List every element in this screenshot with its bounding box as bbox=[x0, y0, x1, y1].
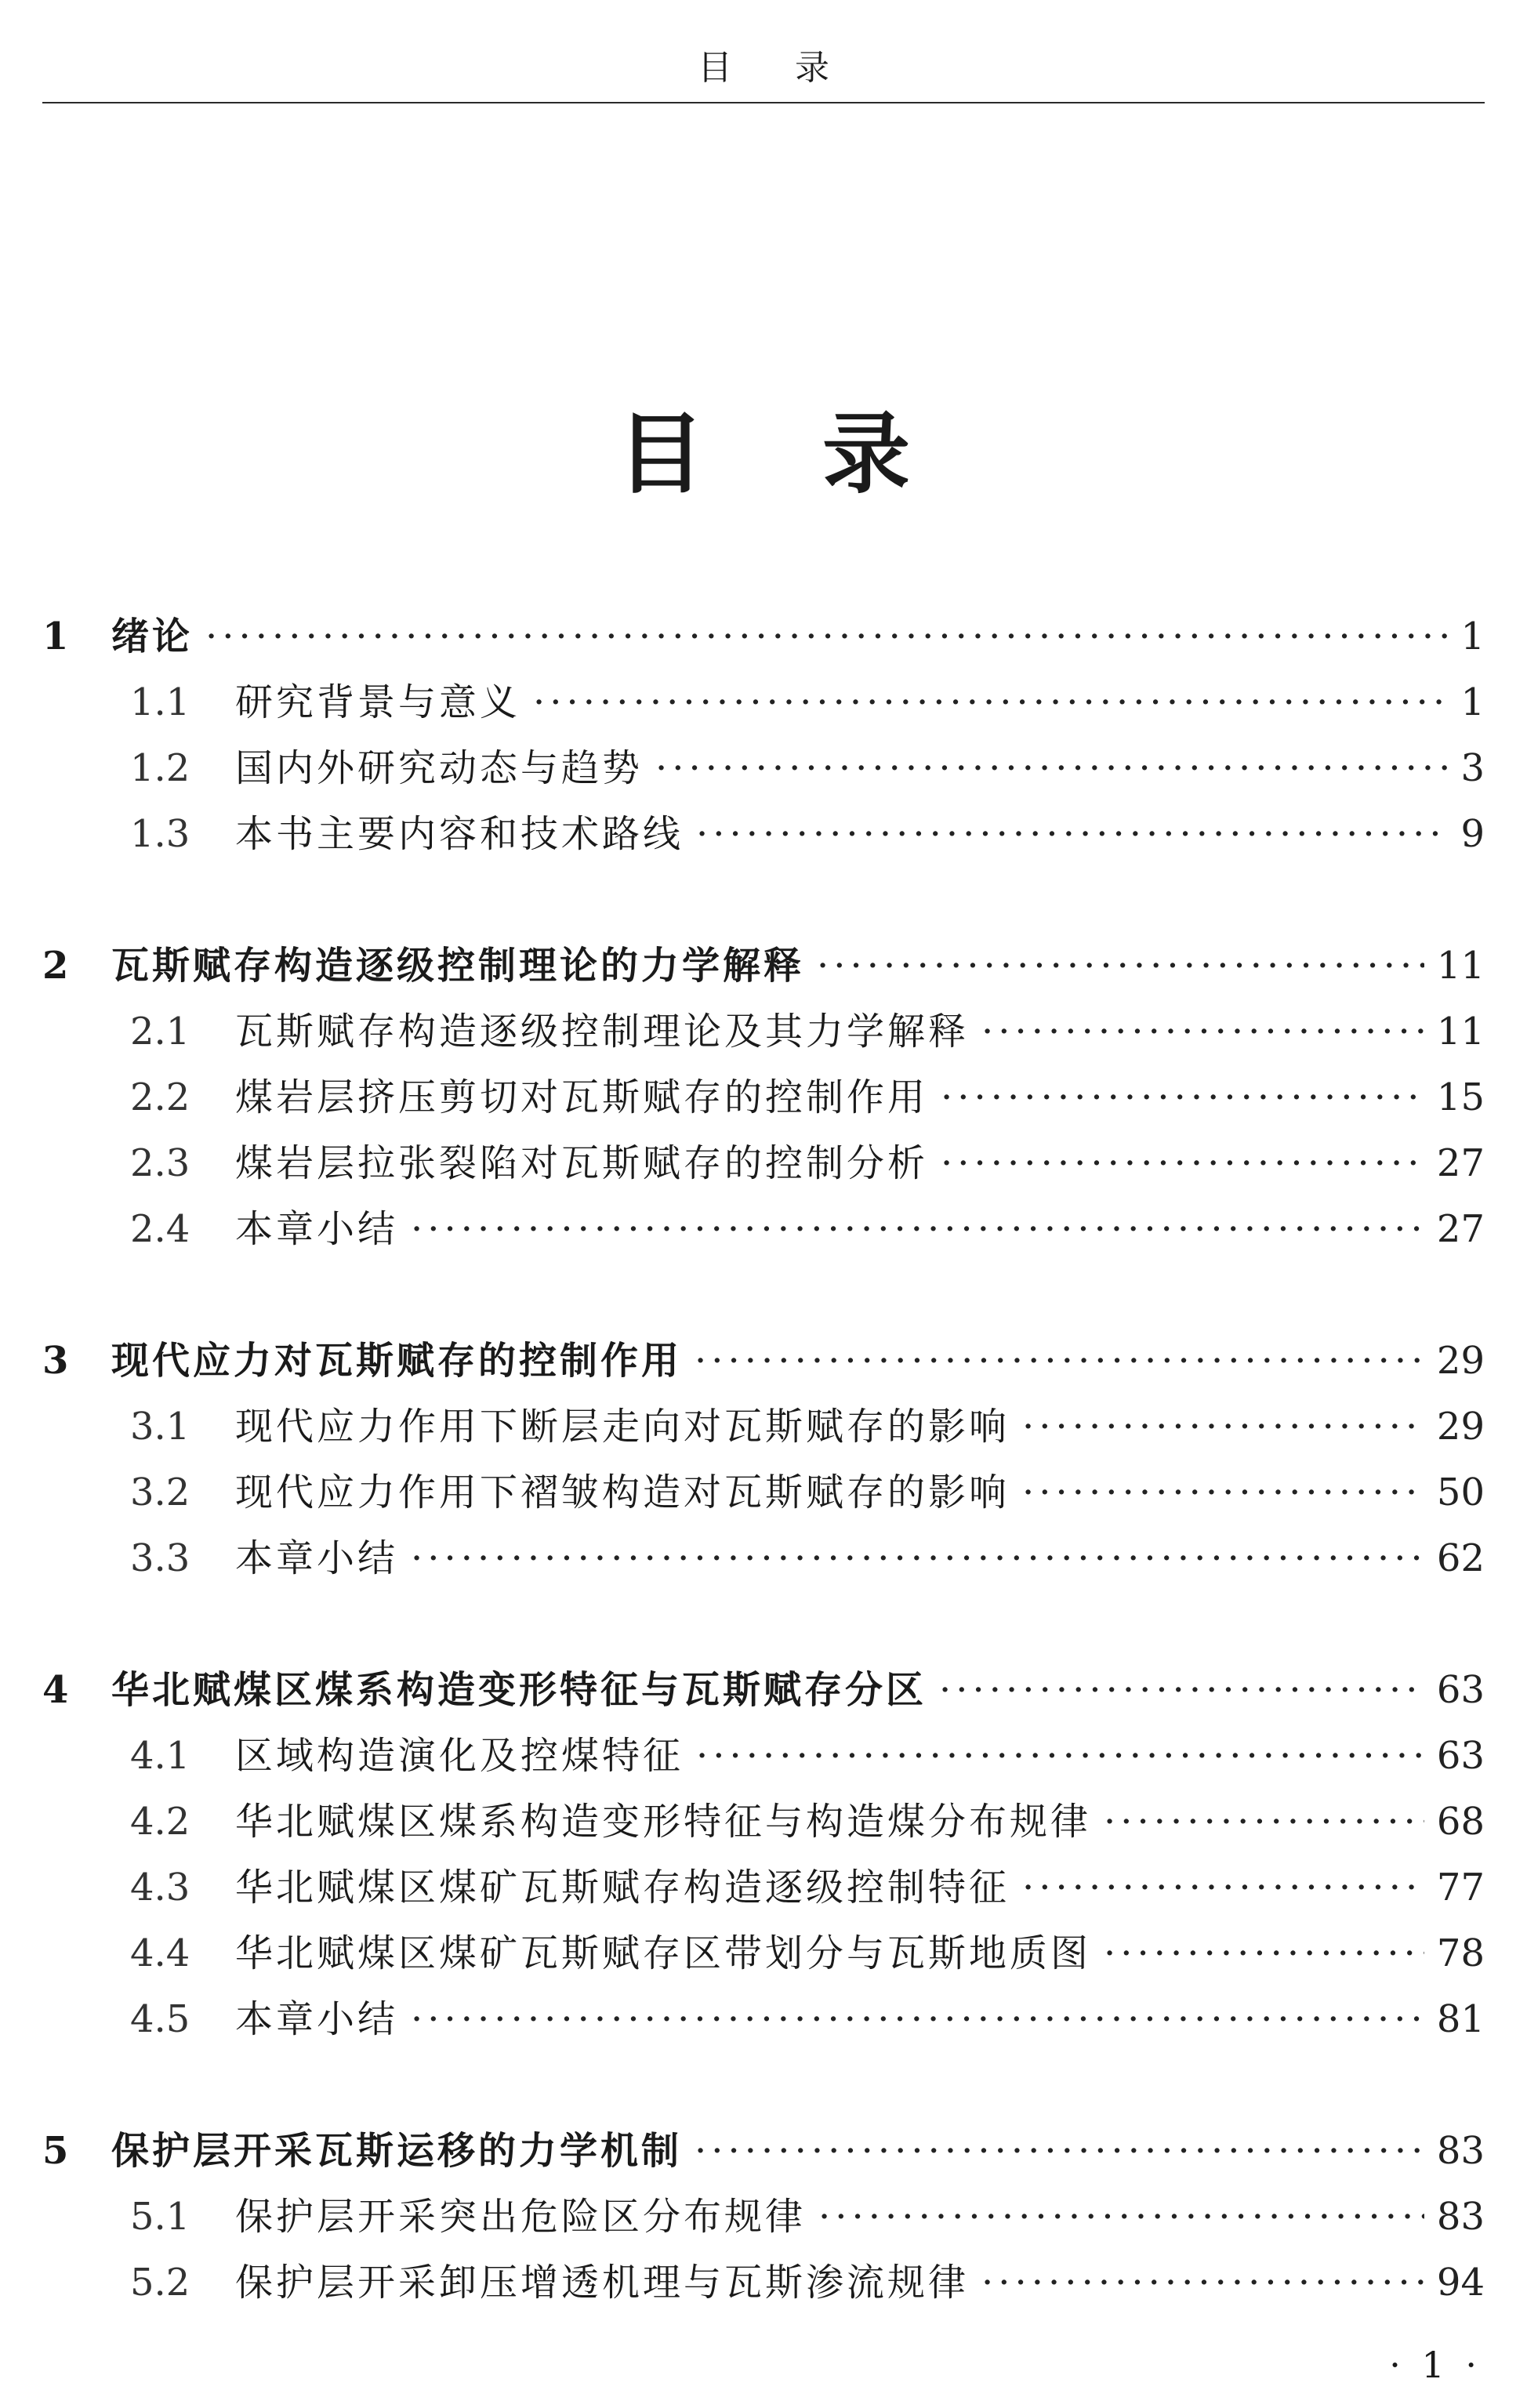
toc-page-number: 29 bbox=[1436, 1339, 1485, 1383]
chapter-spacer bbox=[42, 867, 1485, 933]
toc-section-number: 2.3 bbox=[130, 1141, 190, 1185]
toc-chapter-title: 绪论 bbox=[111, 615, 194, 658]
toc-section-number: 1.1 bbox=[130, 680, 190, 724]
dot-leader bbox=[1022, 1855, 1424, 1920]
toc-section-number: 4.1 bbox=[130, 1734, 190, 1778]
toc-section-title: 本书主要内容和技术路线 bbox=[235, 812, 684, 856]
toc-section-number: 3.1 bbox=[130, 1405, 190, 1449]
toc-section-5-2[interactable] bbox=[42, 2250, 1485, 2316]
dot-leader bbox=[939, 1657, 1424, 1723]
toc-page-number: 29 bbox=[1436, 1405, 1485, 1449]
page-folio: · 1 · bbox=[1389, 2344, 1482, 2386]
dot-leader bbox=[817, 933, 1424, 999]
toc-section-title: 华北赋煤区煤矿瓦斯赋存构造逐级控制特征 bbox=[235, 1866, 1010, 1909]
toc-section-title: 研究背景与意义 bbox=[235, 680, 521, 724]
toc-page-number: 11 bbox=[1436, 1010, 1485, 1054]
toc-section-number: 4.5 bbox=[130, 1997, 190, 2041]
dot-leader bbox=[695, 2118, 1424, 2184]
toc-section-number: 2.2 bbox=[130, 1075, 190, 1119]
toc-page-number: 81 bbox=[1436, 1997, 1485, 2041]
toc-section-number: 1.2 bbox=[130, 746, 190, 790]
dot-leader bbox=[1104, 1920, 1424, 1986]
toc-section-4-2[interactable] bbox=[42, 1789, 1485, 1855]
toc-section-title: 保护层开采卸压增透机理与瓦斯渗流规律 bbox=[235, 2261, 970, 2305]
toc-section-number: 4.3 bbox=[130, 1866, 190, 1909]
toc-section-number: 2.4 bbox=[130, 1207, 190, 1251]
toc-section-number: 1.3 bbox=[130, 812, 190, 856]
running-header-title: 目录 bbox=[698, 48, 892, 88]
toc-section-title: 煤岩层挤压剪切对瓦斯赋存的控制作用 bbox=[235, 1075, 929, 1119]
page-title: 目录 bbox=[617, 403, 1028, 506]
toc-chapter-3[interactable] bbox=[42, 1328, 1485, 1394]
toc-section-number: 3.3 bbox=[130, 1536, 190, 1580]
toc-section-2-3[interactable] bbox=[42, 1130, 1485, 1196]
toc-chapter-number: 2 bbox=[42, 944, 69, 988]
toc-page-number: 27 bbox=[1436, 1207, 1485, 1251]
dot-leader bbox=[981, 2250, 1424, 2316]
toc-section-2-4[interactable] bbox=[42, 1196, 1485, 1262]
dot-leader bbox=[1022, 1460, 1424, 1525]
toc-section-title: 华北赋煤区煤系构造变形特征与构造煤分布规律 bbox=[235, 1800, 1092, 1844]
toc-section-title: 本章小结 bbox=[235, 1536, 399, 1580]
dot-leader bbox=[981, 999, 1424, 1064]
chapter-spacer bbox=[42, 1591, 1485, 1657]
dot-leader bbox=[696, 1723, 1424, 1789]
dot-leader bbox=[696, 801, 1448, 867]
toc-section-title: 煤岩层拉张裂陷对瓦斯赋存的控制分析 bbox=[235, 1141, 929, 1185]
table-of-contents bbox=[42, 604, 1485, 2316]
toc-section-2-2[interactable] bbox=[42, 1064, 1485, 1130]
toc-chapter-5[interactable] bbox=[42, 2118, 1485, 2184]
toc-chapter-title: 现代应力对瓦斯赋存的控制作用 bbox=[111, 1339, 683, 1383]
dot-leader bbox=[411, 1986, 1424, 2052]
toc-section-title: 区域构造演化及控煤特征 bbox=[235, 1734, 684, 1778]
toc-page-number: 94 bbox=[1436, 2261, 1485, 2305]
toc-page-number: 68 bbox=[1436, 1800, 1485, 1844]
toc-page-number: 1 bbox=[1460, 680, 1485, 724]
toc-section-number: 5.2 bbox=[130, 2261, 190, 2305]
toc-page-number: 27 bbox=[1436, 1141, 1485, 1185]
toc-section-1-3[interactable] bbox=[42, 801, 1485, 867]
toc-section-3-2[interactable] bbox=[42, 1460, 1485, 1525]
toc-section-3-3[interactable] bbox=[42, 1525, 1485, 1591]
toc-chapter-number: 5 bbox=[42, 2129, 69, 2173]
toc-chapter-number: 3 bbox=[42, 1339, 69, 1383]
dot-leader bbox=[411, 1196, 1424, 1262]
toc-section-title: 瓦斯赋存构造逐级控制理论及其力学解释 bbox=[235, 1010, 970, 1054]
dot-leader bbox=[941, 1064, 1424, 1130]
dot-leader bbox=[655, 735, 1448, 801]
toc-page-number: 50 bbox=[1436, 1471, 1485, 1514]
toc-page-number: 9 bbox=[1460, 812, 1485, 856]
toc-section-4-4[interactable] bbox=[42, 1920, 1485, 1986]
toc-chapter-1[interactable] bbox=[42, 604, 1485, 669]
toc-section-5-1[interactable] bbox=[42, 2184, 1485, 2250]
toc-page-number: 15 bbox=[1436, 1075, 1485, 1119]
toc-section-title: 现代应力作用下褶皱构造对瓦斯赋存的影响 bbox=[235, 1471, 1010, 1514]
toc-section-title: 本章小结 bbox=[235, 1207, 399, 1251]
toc-section-title: 现代应力作用下断层走向对瓦斯赋存的影响 bbox=[235, 1405, 1010, 1449]
toc-page-number: 83 bbox=[1436, 2195, 1485, 2239]
toc-page-number: 62 bbox=[1436, 1536, 1485, 1580]
toc-section-2-1[interactable] bbox=[42, 999, 1485, 1064]
dot-leader bbox=[1022, 1394, 1424, 1460]
toc-chapter-4[interactable] bbox=[42, 1657, 1485, 1723]
toc-chapter-title: 瓦斯赋存构造逐级控制理论的力学解释 bbox=[111, 944, 805, 988]
toc-section-title: 保护层开采突出危险区分布规律 bbox=[235, 2195, 807, 2239]
dot-leader bbox=[1104, 1789, 1424, 1855]
dot-leader bbox=[205, 604, 1448, 669]
toc-section-4-1[interactable] bbox=[42, 1723, 1485, 1789]
toc-section-number: 4.4 bbox=[130, 1931, 190, 1975]
dot-leader bbox=[533, 669, 1448, 735]
chapter-spacer bbox=[42, 1262, 1485, 1328]
toc-section-1-1[interactable] bbox=[42, 669, 1485, 735]
toc-page-number: 63 bbox=[1436, 1734, 1485, 1778]
toc-chapter-title: 华北赋煤区煤系构造变形特征与瓦斯赋存分区 bbox=[111, 1668, 927, 1712]
dot-leader bbox=[941, 1130, 1424, 1196]
dot-leader bbox=[695, 1328, 1424, 1394]
toc-section-4-3[interactable] bbox=[42, 1855, 1485, 1920]
toc-page-number: 63 bbox=[1436, 1668, 1485, 1712]
toc-section-number: 3.2 bbox=[130, 1471, 190, 1514]
chapter-spacer bbox=[42, 2052, 1485, 2118]
toc-page-number: 77 bbox=[1436, 1866, 1485, 1909]
toc-page-number: 11 bbox=[1436, 944, 1485, 988]
toc-page-number: 83 bbox=[1436, 2129, 1485, 2173]
toc-section-1-2[interactable] bbox=[42, 735, 1485, 801]
dot-leader bbox=[818, 2184, 1424, 2250]
toc-section-4-5[interactable] bbox=[42, 1986, 1485, 2052]
toc-chapter-number: 1 bbox=[42, 615, 69, 658]
toc-section-title: 华北赋煤区煤矿瓦斯赋存区带划分与瓦斯地质图 bbox=[235, 1931, 1092, 1975]
toc-section-title: 本章小结 bbox=[235, 1997, 399, 2041]
toc-chapter-2[interactable] bbox=[42, 933, 1485, 999]
running-header bbox=[42, 31, 1485, 103]
toc-chapter-title: 保护层开采瓦斯运移的力学机制 bbox=[111, 2129, 683, 2173]
toc-section-title: 国内外研究动态与趋势 bbox=[235, 746, 644, 790]
dot-leader bbox=[411, 1525, 1424, 1591]
toc-section-number: 2.1 bbox=[130, 1010, 190, 1054]
toc-page-number: 3 bbox=[1460, 746, 1485, 790]
toc-section-3-1[interactable] bbox=[42, 1394, 1485, 1460]
toc-page-number: 78 bbox=[1436, 1931, 1485, 1975]
toc-chapter-number: 4 bbox=[42, 1668, 69, 1712]
toc-section-number: 4.2 bbox=[130, 1800, 190, 1844]
toc-section-number: 5.1 bbox=[130, 2195, 190, 2239]
toc-page-number: 1 bbox=[1460, 615, 1485, 658]
